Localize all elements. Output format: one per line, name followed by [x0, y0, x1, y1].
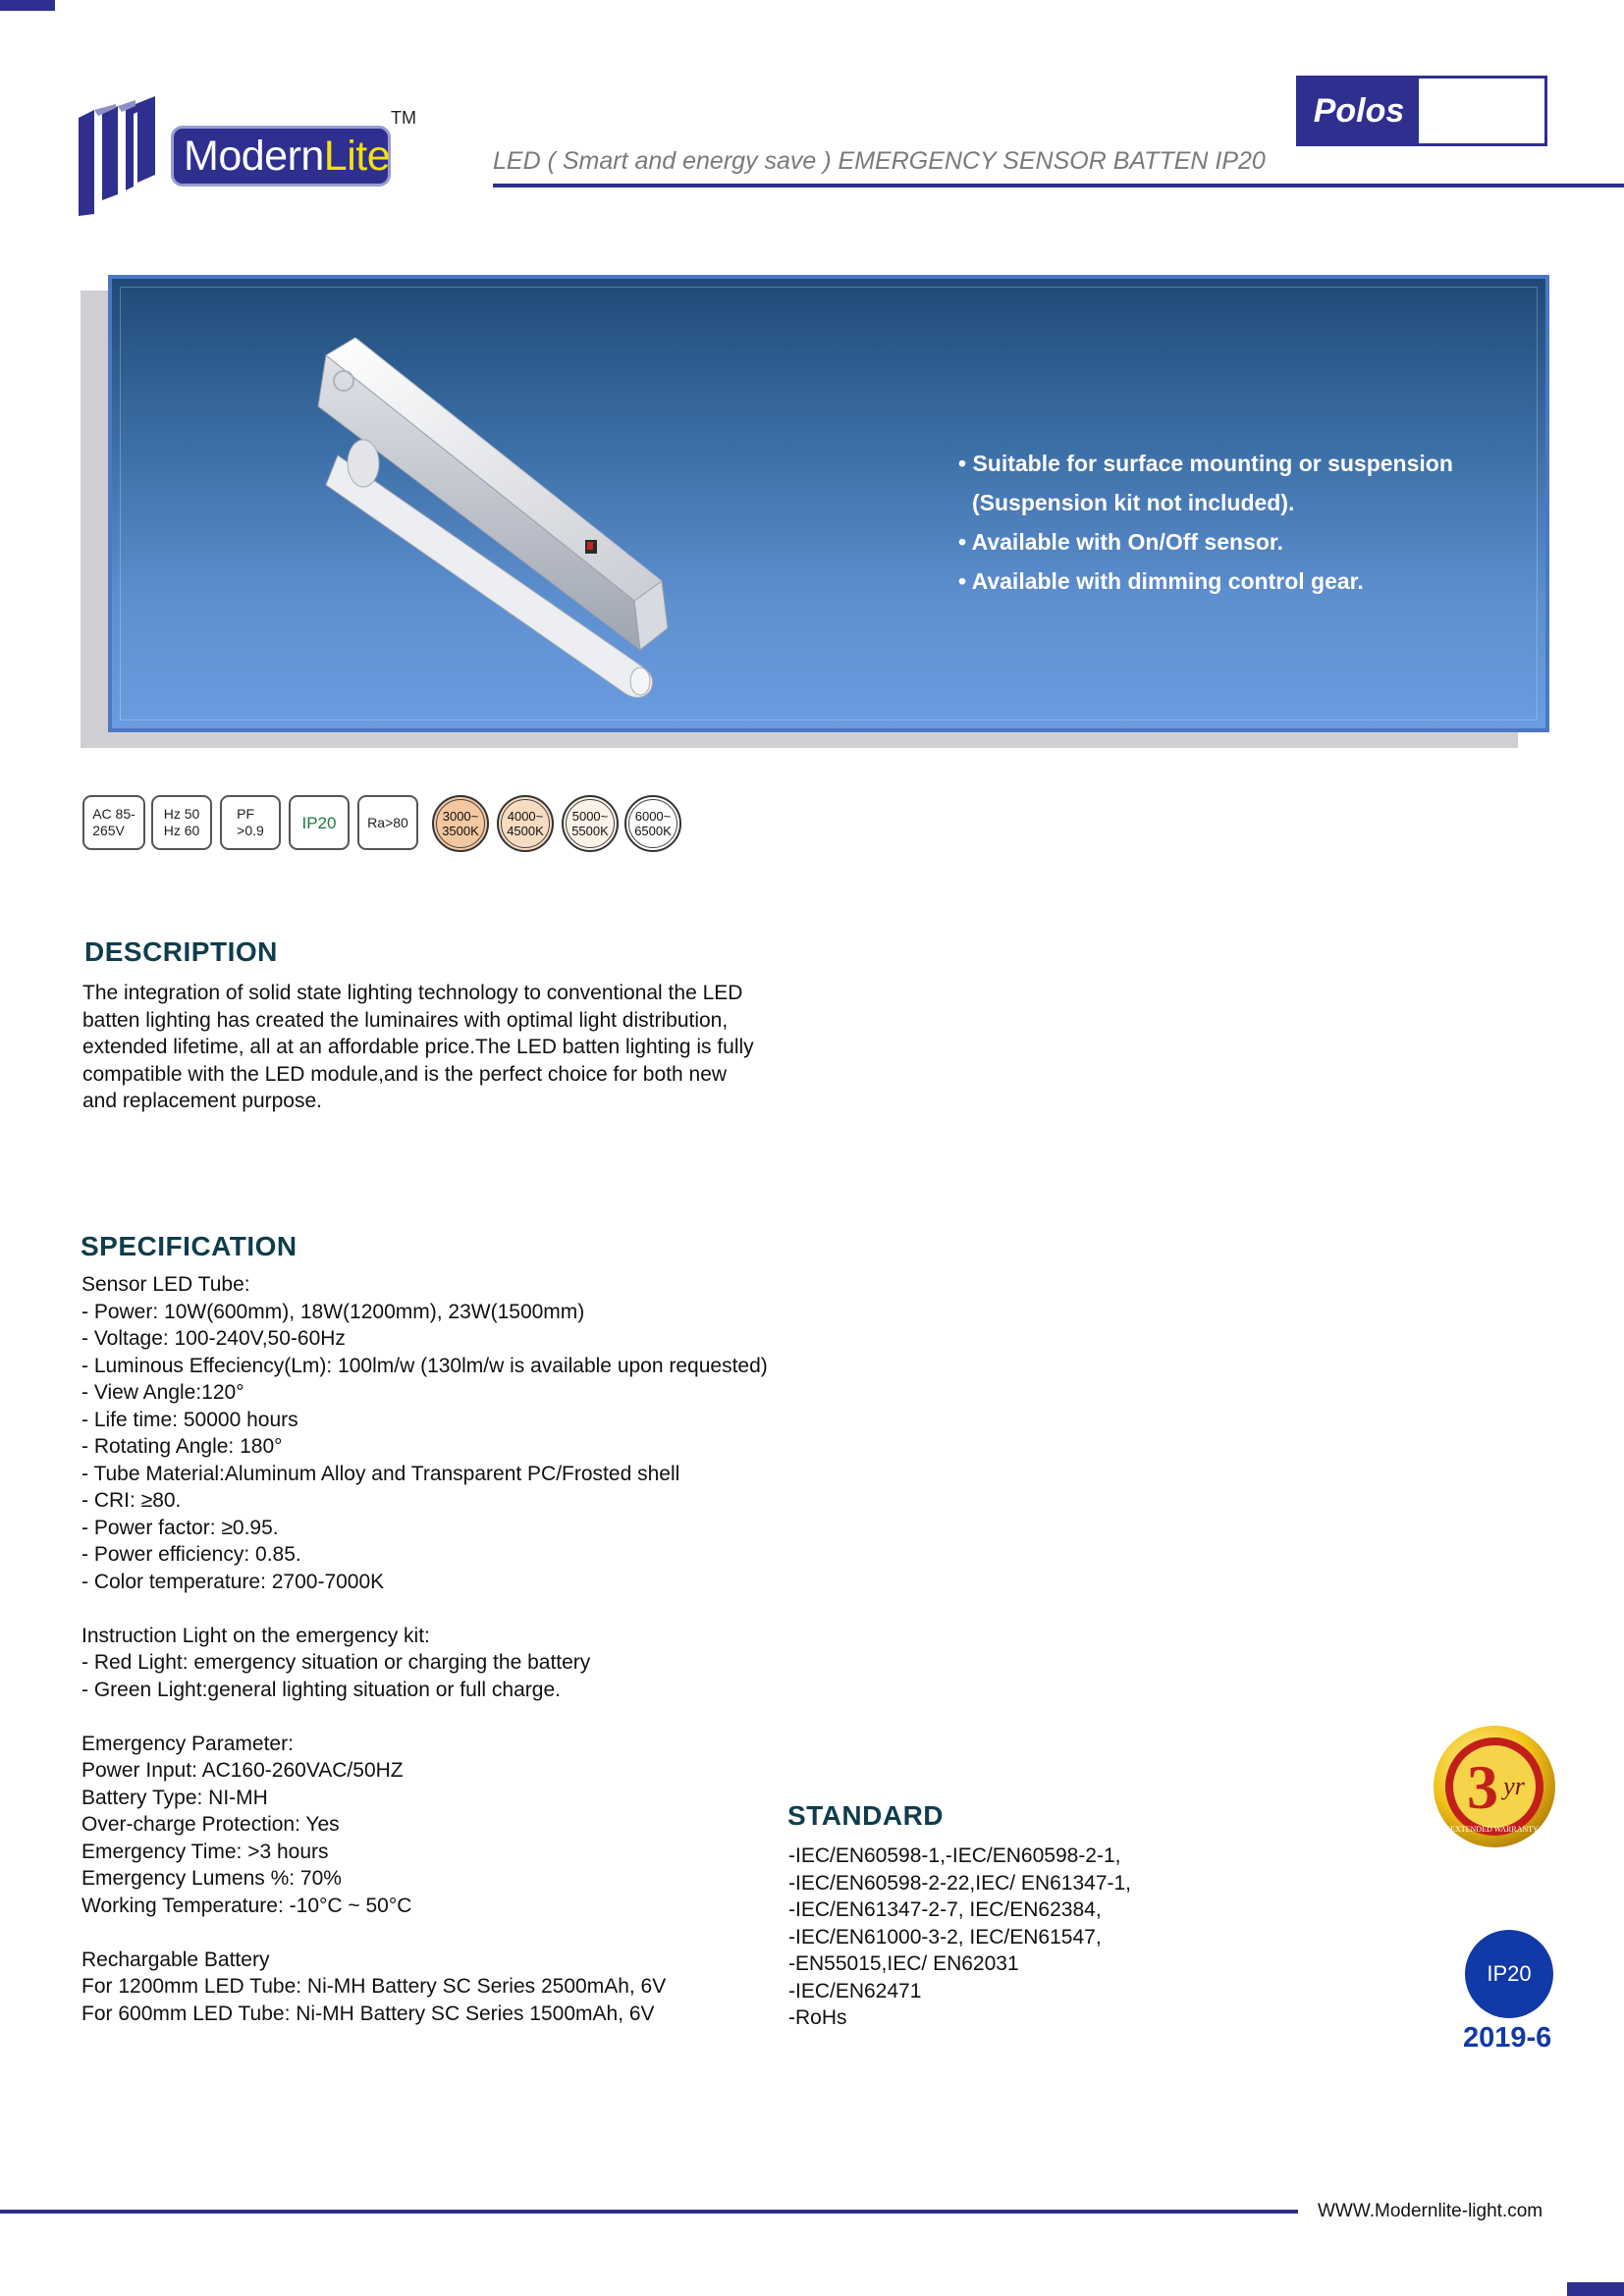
specification-line: Emergency Time: >3 hours: [81, 1840, 329, 1863]
specification-line: - Voltage: 100-240V,50-60Hz: [81, 1327, 346, 1350]
corner-mark-top: [0, 0, 55, 11]
warranty-unit: yr: [1503, 1772, 1525, 1800]
specification-line: Emergency Parameter:: [81, 1732, 294, 1755]
specification-line: [81, 1595, 847, 1623]
standard-line: -IEC/EN61347-2-7, IEC/EN62384,: [788, 1898, 1102, 1921]
series-name-box: [1296, 76, 1547, 146]
standard-list: [788, 1842, 1240, 2032]
logo-wordmark: ModernLite: [171, 126, 391, 187]
revision-date: 2019-6: [1463, 2022, 1552, 2054]
specification-line: Working Temperature: -10°C ~ 50°C: [81, 1894, 412, 1917]
specification-line: Power Input: AC160-260VAC/50HZ: [81, 1759, 404, 1782]
feature-item: • Available with On/Off sensor.: [958, 529, 1283, 555]
description-line: and replacement purpose.: [82, 1090, 322, 1112]
product-subtitle: LED ( Smart and energy save ) EMERGENCY SENSOR BATTEN IP20: [493, 147, 1266, 175]
warranty-badge-icon: [1432, 1724, 1557, 1849]
cct-3000-icon: 3000~ 3500K: [432, 795, 489, 852]
product-banner: [108, 275, 1549, 732]
specification-title: SPECIFICATION: [81, 1231, 298, 1261]
feature-list: [958, 444, 1453, 601]
description-line: compatible with the LED module,and is the perfect choice for both new: [82, 1062, 728, 1086]
standard-line: -RoHs: [788, 2006, 847, 2029]
cct-5000-icon: 5000~ 5500K: [562, 795, 619, 852]
specification-line: - View Angle:120°: [81, 1381, 244, 1404]
specification-line: - Rotating Angle: 180°: [81, 1435, 283, 1458]
brand-logo: [77, 96, 430, 216]
header-divider: [493, 184, 1624, 187]
specification-line: [81, 1703, 847, 1731]
specification-line: - Green Light:general lighting situation or full charge.: [81, 1678, 561, 1701]
feature-item: • Suitable for surface mounting or suspension: [958, 451, 1453, 476]
specification-line: Emergency Lumens %: 70%: [81, 1867, 342, 1890]
specification-line: - Color temperature: 2700-7000K: [81, 1570, 385, 1593]
specification-line: - Tube Material:Aluminum Alloy and Transparent PC/Frosted shell: [81, 1462, 680, 1485]
specification-line: - Red Light: emergency situation or charging the battery: [81, 1651, 591, 1674]
specification-line: Battery Type: NI-MH: [81, 1786, 268, 1809]
description-line: batten lighting has created the luminaires with optimal light distribution,: [82, 1008, 729, 1032]
trademark-symbol: TM: [391, 108, 416, 128]
warranty-number: 3: [1467, 1752, 1498, 1822]
specification-line: - CRI: ≥80.: [81, 1489, 182, 1512]
description-line: The integration of solid state lighting technology to conventional the LED: [82, 982, 743, 1004]
specification-line: Instruction Light on the emergency kit:: [81, 1624, 430, 1647]
specification-line: - Power: 10W(600mm), 18W(1200mm), 23W(1500mm): [81, 1300, 585, 1323]
feature-item: • Available with dimming control gear.: [958, 568, 1364, 594]
standard-line: -IEC/EN60598-1,-IEC/EN60598-2-1,: [788, 1844, 1121, 1867]
cct-6000-icon: 6000~ 6500K: [624, 795, 681, 852]
batten-fixture-image: [308, 338, 819, 711]
specification-line: - Life time: 50000 hours: [81, 1408, 298, 1431]
standard-line: -EN55015,IEC/ EN62031: [788, 1952, 1019, 1975]
power-factor-icon: PF >0.9: [220, 795, 281, 850]
specification-line: - Luminous Effeciency(Lm): 100lm/w (130lm/w is available upon requested): [81, 1354, 768, 1377]
cct-4000-icon: 4000~ 4500K: [497, 795, 554, 852]
ip-rating-badge: IP20: [1465, 1930, 1553, 2018]
specification-list: [81, 1271, 847, 2027]
specification-line: - Power factor: ≥0.95.: [81, 1516, 279, 1539]
series-name: Polos: [1299, 79, 1419, 143]
warranty-text: EXTENDED WARRANTY: [1450, 1825, 1539, 1834]
logo-bars-icon: [77, 96, 185, 216]
standard-line: -IEC/EN62471: [788, 1979, 922, 2002]
specification-line: For 1200mm LED Tube: Ni-MH Battery SC Series 2500mAh, 6V: [81, 1975, 667, 1998]
description-line: extended lifetime, all at an affordable price.The LED batten lighting is fully: [82, 1036, 754, 1058]
standard-line: -IEC/EN60598-2-22,IEC/ EN61347-1,: [788, 1871, 1132, 1895]
description-title: DESCRIPTION: [84, 936, 278, 967]
specification-line: Sensor LED Tube:: [81, 1273, 250, 1296]
specification-line: - Power efficiency: 0.85.: [81, 1543, 301, 1566]
frequency-icon: Hz 50 Hz 60: [151, 795, 212, 850]
specification-line: For 600mm LED Tube: Ni-MH Battery SC Series 1500mAh, 6V: [81, 2002, 655, 2025]
description-body: [82, 980, 829, 1115]
footer-divider: [0, 2210, 1298, 2214]
cri-icon: Ra>80: [357, 795, 418, 850]
specification-line: Over-charge Protection: Yes: [81, 1813, 340, 1836]
specification-line: [81, 1919, 847, 1947]
feature-item: (Suspension kit not included).: [972, 490, 1295, 515]
standard-title: STANDARD: [787, 1800, 945, 1831]
website-link[interactable]: WWW.Modernlite-light.com: [1318, 2201, 1543, 2221]
specification-line: Rechargable Battery: [81, 1948, 270, 1971]
ip-rating-icon: IP20: [289, 795, 350, 850]
corner-mark-bottom: [1567, 2282, 1624, 2296]
standard-line: -IEC/EN61000-3-2, IEC/EN61547,: [788, 1925, 1102, 1949]
voltage-icon: AC 85- 265V: [82, 795, 145, 850]
